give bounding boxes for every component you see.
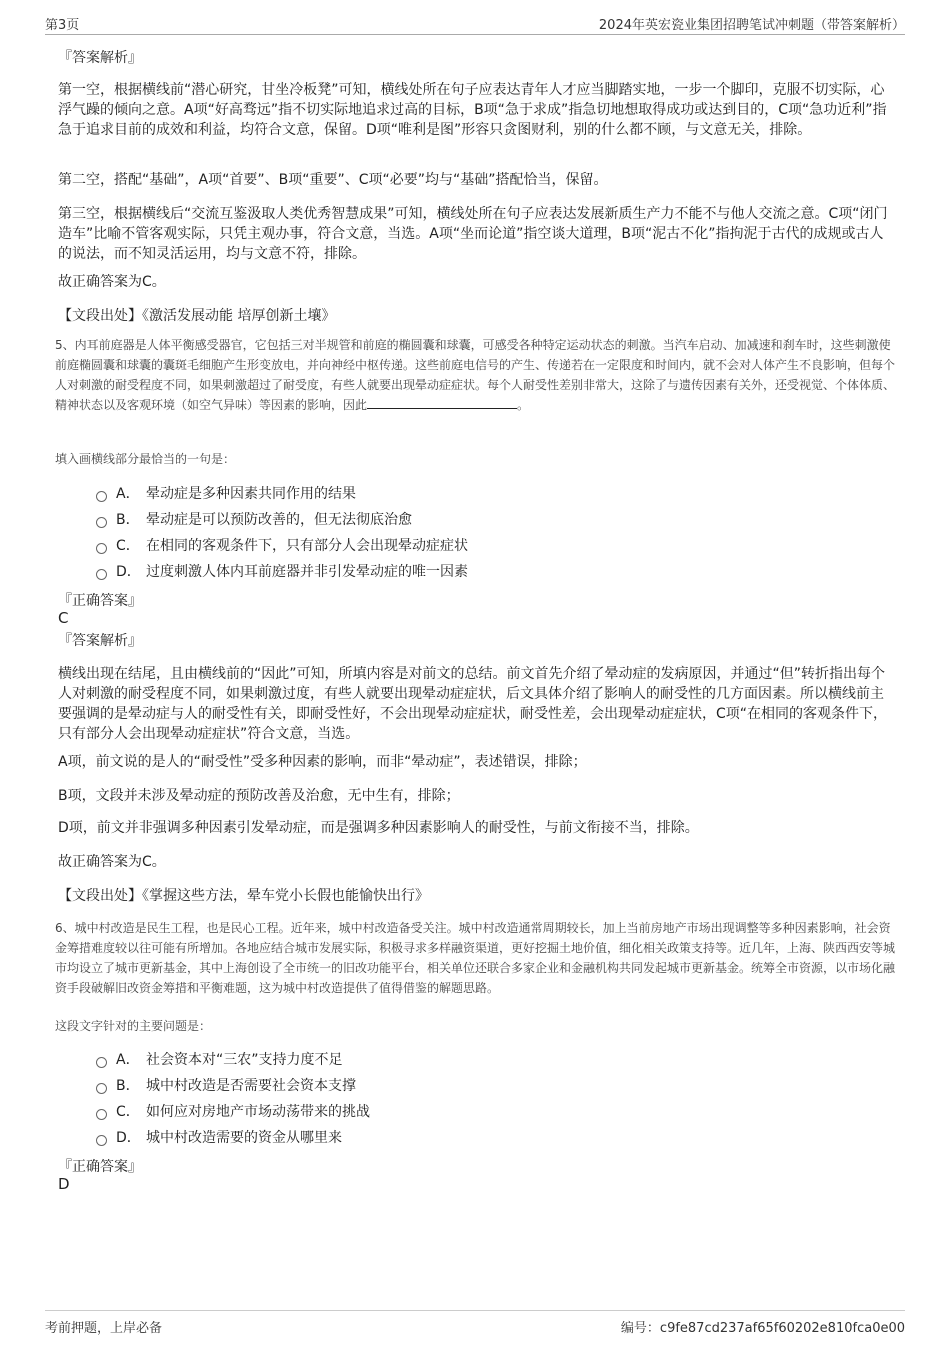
option-letter: C．: [116, 538, 140, 554]
analysis-conclusion: 故正确答案为C。: [58, 854, 166, 870]
analysis-paragraph: 横线出现在结尾，且由横线前的“因此”可知，所填内容是对前文的总结。前文首先介绍了晕动症的发病原因，并通过“但”转折指出每个人对刺激的耐受程度不同，如果刺激过度，有些人就要出现晕动症症状，后文具体介绍了影响人的耐受性的几方面因素。所以横线前主要强调的是晕动症与人的耐受性有关，即耐受性好，不会出现晕动症症状，耐受性差，会出现晕动症症状，C项“在相同的客观条件下，只有部分人会出现晕动症症状”符合文意，当选。: [58, 666, 888, 742]
radio-button[interactable]: [96, 569, 107, 580]
analysis-paragraph: 第一空，根据横线前“潜心研究，甘坐冷板凳”可知，横线处所在句子应表达青年人才应当脚踏实地，一步一个脚印，克服不切实际，心浮气躁的倾向之意。A项“好高骛远”指不切实际地追求过高的目标，B项“急于求成”指急切地想取得成功或达到目的，C项“急功近利”指急于追求目前的成效和利益，均符合文意，保留。D项“唯利是图”形容只贪图财利，别的什么都不顾，与文意无关，排除。: [58, 82, 887, 138]
page-footer: [45, 1310, 905, 1335]
answer-tag: 『正确答案』: [58, 593, 142, 609]
radio-button[interactable]: [96, 491, 107, 502]
radio-button[interactable]: [96, 517, 107, 528]
source-citation: 【文段出处】《激活发展动能 培厚创新土壤》: [58, 308, 336, 324]
analysis-conclusion: 故正确答案为C。: [58, 274, 166, 290]
source-citation: 【文段出处】《掌握这些方法，晕车党小长假也能愉快出行》: [58, 888, 429, 904]
option-letter: A．: [116, 1052, 140, 1068]
question-stem: 6、城中村改造是民生工程，也是民心工程。近年来，城中村改造备受关注。城中村改造通常周期较长，加上当前房地产市场出现调整等多种因素影响，社会资金筹措难度较以往可能有所增加。各地应结合城市发展实际，积极寻求多样融资渠道，更好挖掘土地价值，细化相关政策支持等。近几年，上海、陕西西安等城市均设立了城市更新基金，其中上海创设了全市统一的旧改功能平台，相关单位还联合多家企业和金融机构共同发起城市更新基金。统筹全市资源，以市场化融资手段破解旧改资金筹措和平衡难题，这为城中村改造提供了值得借鉴的解题思路。: [55, 921, 896, 995]
question-stem: [55, 335, 895, 415]
analysis-paragraph: A项，前文说的是人的“耐受性”受多种因素的影响，而非“晕动症”，表述错误，排除；: [58, 754, 587, 770]
analysis-tag: 『答案解析』: [58, 633, 142, 649]
option-d[interactable]: [96, 562, 468, 582]
option-a[interactable]: [96, 484, 356, 504]
option-b[interactable]: [96, 510, 412, 530]
option-letter: B．: [116, 512, 140, 528]
option-letter: C．: [116, 1104, 140, 1120]
option-text: 城中村改造是否需要社会资本支撑: [146, 1078, 356, 1094]
fill-blank: [367, 396, 517, 409]
analysis-paragraph: 第二空，搭配“基础”，A项“首要”、B项“重要”、C项“必要”均与“基础”搭配恰当，保留。: [58, 172, 608, 188]
analysis-paragraph: 第三空，根据横线后“交流互鉴汲取人类优秀智慧成果”可知，横线处所在句子应表达发展新质生产力不能不与他人交流之意。C项“闭门造车”比喻不管客观实际，只凭主观办事，符合文意，当选。A项“坐而论道”指空谈大道理，B项“泥古不化”指拘泥于古代的成规或古人的说法，而不知灵活运用，均与文意不符，排除。: [58, 206, 888, 262]
option-letter: D．: [116, 564, 141, 580]
option-letter: B．: [116, 1078, 140, 1094]
option-letter: D．: [116, 1130, 141, 1146]
option-text: 在相同的客观条件下，只有部分人会出现晕动症症状: [146, 538, 468, 554]
correct-answer: D: [58, 1175, 70, 1193]
radio-button[interactable]: [96, 1135, 107, 1146]
analysis-paragraph: B项，文段并未涉及晕动症的预防改善及治愈，无中生有，排除；: [58, 788, 460, 804]
correct-answer: C: [58, 609, 69, 627]
page-number: 第3页: [45, 18, 80, 33]
option-text: 晕动症是可以预防改善的，但无法彻底治愈: [146, 512, 412, 528]
analysis-paragraph: D项，前文并非强调多种因素引发晕动症，而是强调多种因素影响人的耐受性，与前文衔接不当，排除。: [58, 820, 699, 836]
option-text: 过度刺激人体内耳前庭器并非引发晕动症的唯一因素: [146, 564, 468, 580]
option-text: 如何应对房地产市场动荡带来的挑战: [146, 1104, 370, 1120]
radio-button[interactable]: [96, 1083, 107, 1094]
option-c[interactable]: [96, 1102, 370, 1122]
option-text: 城中村改造需要的资金从哪里来: [146, 1130, 342, 1146]
radio-button[interactable]: [96, 543, 107, 554]
radio-button[interactable]: [96, 1109, 107, 1120]
analysis-tag: 『答案解析』: [58, 50, 142, 66]
option-text: 晕动症是多种因素共同作用的结果: [146, 486, 356, 502]
page-header: [45, 12, 905, 35]
question-stem-text: 5、内耳前庭器是人体平衡感受器官，它包括三对半规管和前庭的椭圆囊和球囊，可感受各种特定运动状态的刺激。当汽车启动、加减速和刹车时，这些刺激使前庭椭圆囊和球囊的囊斑毛细胞产生形变放电，并向神经中枢传递。这些前庭电信号的产生、传递若在一定限度和时间内，就不会对人体产生不良影响，但每个人对刺激的耐受程度不同，如果刺激超过了耐受度，有些人就要出现晕动症症状。每个人耐受性差别非常大，这除了与遗传因素有关外，还受视觉、个体体质、精神状态以及客观环境（如空气异味）等因素的影响，因此: [55, 338, 896, 412]
option-letter: A．: [116, 486, 140, 502]
question-prompt: 这段文字针对的主要问题是：: [55, 1019, 212, 1033]
document-title: 2024年英宏瓷业集团招聘笔试冲刺题（带答案解析）: [598, 18, 905, 33]
question-stem-end: 。: [517, 398, 530, 412]
question-prompt: 填入画横线部分最恰当的一句是：: [55, 452, 236, 466]
footer-slogan: 考前押题，上岸必备: [45, 1321, 163, 1336]
option-text: 社会资本对“三农”支持力度不足: [146, 1052, 343, 1068]
option-d[interactable]: [96, 1128, 342, 1148]
option-b[interactable]: [96, 1076, 356, 1096]
radio-button[interactable]: [96, 1057, 107, 1068]
option-a[interactable]: [96, 1050, 343, 1070]
option-c[interactable]: [96, 536, 468, 556]
document-id: 编号：c9fe87cd237af65f60202e810fca0e00: [620, 1321, 905, 1336]
answer-tag: 『正确答案』: [58, 1159, 142, 1175]
